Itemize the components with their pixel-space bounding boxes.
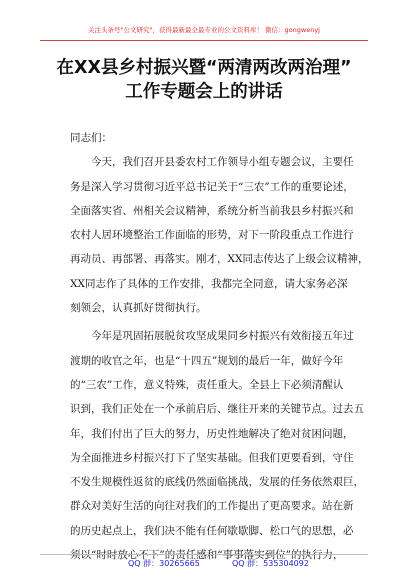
header-banner (40, 18, 368, 41)
footer (0, 554, 408, 572)
body-line: 不发生规模性返贫的底线仍然面临挑战，发展的任务依然艰巨， (70, 476, 364, 489)
body-line: 今天，我们召开县委农村工作领导小组专题会议，主要任 (70, 156, 354, 169)
title-line-1: 在XX县乡村振兴暨“两清两改两治理” (56, 58, 352, 78)
body-line: 的历史起点上，我们决不能有任何歇歇脚、松口气的思想，必 (70, 524, 354, 537)
footer-qq-group-2: QQ 群：535304092 (232, 559, 309, 568)
body-line: 渡期的收官之年，也是“十四五”规划的最后一年，做好今年 (70, 354, 344, 367)
body-line: 再动员、再部署、再落实。刚才，XX同志传达了上级会议精神， (70, 253, 369, 266)
footer-qq-group-1: QQ 群：30265665 (128, 559, 200, 568)
body-line: 为全面推进乡村振兴打下了坚实基础。但我们更要看到，守住 (70, 451, 354, 464)
body-line: 识到，我们正处在一个承前启后、继往开来的关键节点。过去五 (70, 403, 364, 416)
footer-divider (40, 554, 368, 555)
body-line: 须以“时时放心不下”的责任感和“事事落实到位”的执行力， (70, 549, 344, 562)
body-line: 的“三农”工作，意义特殊，责任重大。全县上下必须清醒认 (70, 378, 344, 391)
body-line: 今年是巩固拓展脱贫攻坚成果同乡村振兴有效衔接五年过 (70, 330, 354, 343)
body-line: 全面落实省、州相关会议精神，系统分析当前我县乡村振兴和 (70, 204, 354, 217)
body-line: 刻领会，认真抓好贯彻执行。 (70, 302, 207, 315)
salutation: 同志们： (70, 132, 112, 144)
body-line: 年，我们付出了巨大的努力，历史性地解决了绝对贫困问题， (70, 427, 354, 440)
body-line: 务是深入学习贯彻习近平总书记关于“三农”工作的重要论述， (70, 180, 354, 193)
title-line-2: 工作专题会上的讲话 (125, 82, 283, 102)
body-line: 农村人居环境整治工作面临的形势，对下一阶段重点工作进行 (70, 229, 354, 242)
body-line: 群众对美好生活的向往对我们的工作提出了更高要求。站在新 (70, 500, 354, 513)
body-line: XX同志作了具体的工作安排，我都完全同意，请大家务必深 (70, 277, 348, 290)
header-banner-text: 关注头条号"公文研究"，获得最新最全最专业的公文资料库！ 微信：gongwenyj (88, 25, 320, 34)
document-title (0, 56, 408, 104)
document-body (70, 126, 369, 567)
